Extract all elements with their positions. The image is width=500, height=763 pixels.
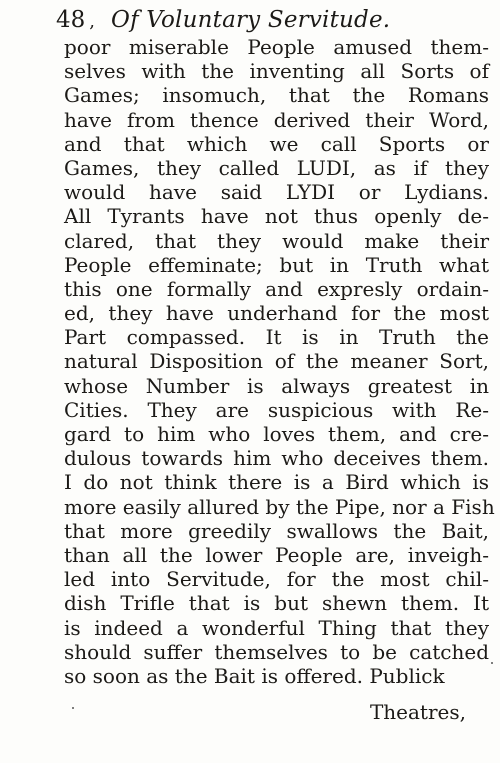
- text-line: have from thence derived their Word,: [64, 107, 489, 132]
- body-text: [64, 35, 495, 688]
- text-line: whose Number is always greatest in: [64, 373, 489, 398]
- text-line: would have said LYDI or Lydians.: [64, 180, 489, 205]
- text-line: gard to him who loves them, and cre-: [64, 422, 489, 446]
- text-line: is indeed a wonderful Thing that they: [64, 615, 489, 640]
- text-line: natural Disposition of the meaner Sort,: [64, 349, 489, 374]
- text-line: clared, that they would make their: [64, 228, 489, 253]
- page-header: [56, 2, 476, 38]
- text-line: All Tyrants have not thus openly de-: [64, 204, 489, 229]
- text-line: Part compassed. It is in Truth the: [64, 325, 489, 350]
- text-line: so soon as the Bait is offered. Publick: [64, 663, 445, 688]
- text-line: that more greedily swallows the Bait,: [64, 518, 489, 543]
- text-line: Cities. They are suspicious with Re-: [64, 397, 489, 422]
- text-line: ed, they have underhand for the most: [64, 301, 489, 326]
- ink-speck: [72, 707, 74, 709]
- text-line: selves with the inventing all Sorts of: [64, 59, 489, 84]
- text-line: Games, they called LUDI, as if they: [64, 155, 489, 180]
- text-line: Games; insomuch, that the Romans: [64, 83, 489, 108]
- text-line: this one formally and expresly ordain-: [64, 276, 489, 301]
- header-separator: ,: [89, 11, 96, 32]
- text-line: dulous towards him who deceives them.: [64, 446, 489, 471]
- page-number: 48: [56, 7, 86, 33]
- text-line: led into Servitude, for the most chil-: [64, 567, 489, 592]
- text-line: more easily allured by the Pipe, nor a Fish: [64, 494, 495, 519]
- text-line: than all the lower People are, inveigh-: [64, 542, 489, 567]
- text-line: People effeminate; but in Truth what: [64, 252, 489, 277]
- text-line: dish Trifle that is but shewn them. It: [64, 591, 489, 616]
- ink-speck: [491, 662, 493, 664]
- text-line: I do not think there is a Bird which is: [64, 470, 489, 495]
- running-title: Of Voluntary Servitude.: [111, 7, 391, 33]
- text-line: and that which we call Sports or: [64, 131, 489, 156]
- text-line: poor miserable People amused them-: [64, 35, 489, 59]
- catchword: Theatres,: [369, 700, 466, 724]
- text-line: should suffer themselves to be catched: [64, 639, 489, 664]
